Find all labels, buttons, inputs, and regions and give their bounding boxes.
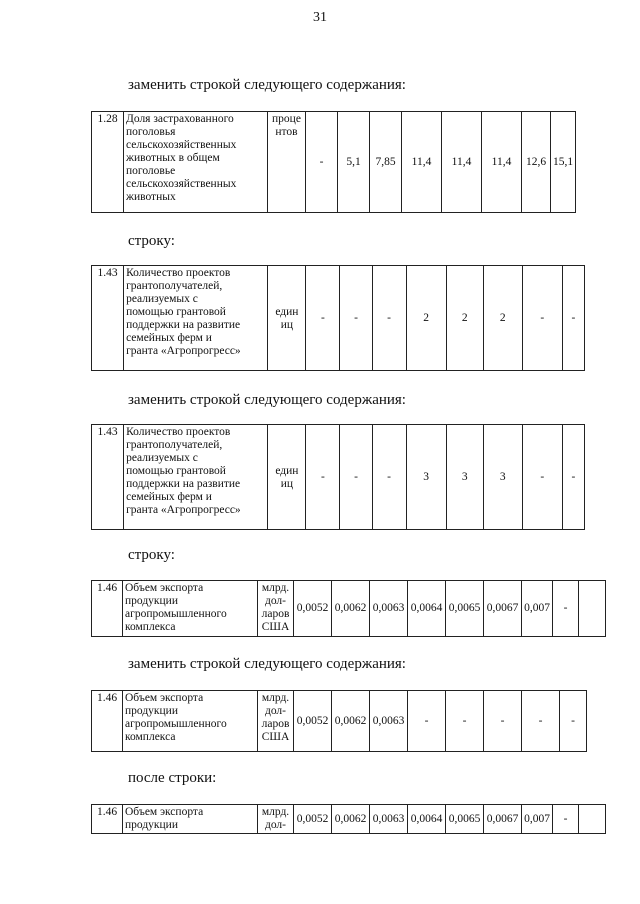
value-cell: 0,0063 [370, 805, 408, 834]
indicator-name-line: реализуемых с [126, 293, 198, 305]
indicator-name [123, 581, 258, 637]
indicator-row-table [91, 804, 606, 834]
value-cell: 11,4 [482, 112, 522, 213]
value-cell: 0,0064 [408, 805, 446, 834]
value-cell: 2 [446, 266, 483, 371]
indicator-name-line: комплекса [125, 621, 176, 633]
indicator-name-line: поддержки на развитие [126, 319, 241, 331]
indicator-name [123, 805, 258, 834]
value-cell: - [340, 425, 372, 530]
indicator-name-line: реализуемых с [126, 452, 198, 464]
indicator-name-line: поголовья [126, 126, 176, 138]
value-cell: - [372, 266, 406, 371]
value-cell: 2 [406, 266, 446, 371]
value-cell: 15,1 [551, 112, 576, 213]
value-cell: 0,0064 [408, 581, 446, 637]
unit-cell [258, 805, 294, 834]
unit-cell [268, 112, 306, 213]
value-cell [579, 805, 606, 834]
value-cell: 0,0065 [446, 805, 484, 834]
row-number: 1.46 [92, 805, 123, 834]
value-cell: - [553, 581, 579, 637]
section-heading: строку: [128, 233, 175, 249]
value-cell: - [306, 266, 340, 371]
indicator-name-line: животных в общем [126, 152, 220, 164]
unit-cell [268, 266, 306, 371]
value-cell: - [484, 691, 522, 752]
value-cell: - [560, 691, 587, 752]
value-cell: 7,85 [370, 112, 402, 213]
unit-line: дол- [264, 705, 287, 717]
indicator-name-line: агропромышленного [125, 608, 227, 620]
indicator-name [124, 112, 268, 213]
indicator-name-line: комплекса [125, 731, 176, 743]
value-cell: 2 [483, 266, 522, 371]
value-cell: - [553, 805, 579, 834]
indicator-row-table [91, 111, 576, 213]
unit-cell [268, 425, 306, 530]
value-cell: - [408, 691, 446, 752]
indicator-name [124, 425, 268, 530]
unit-line: иц [280, 318, 294, 331]
value-cell: - [446, 691, 484, 752]
unit-line: млрд. [261, 806, 290, 818]
unit-line: един [275, 305, 299, 318]
value-cell: 0,0052 [294, 691, 332, 752]
indicator-name-line: помощью грантовой [126, 465, 226, 477]
unit-line: млрд. [261, 692, 290, 704]
unit-cell [258, 691, 294, 752]
value-cell: - [306, 112, 338, 213]
unit-line: ларов [261, 608, 290, 620]
indicator-row-table [91, 265, 585, 371]
value-cell: 0,007 [522, 581, 553, 637]
unit-line: един [275, 464, 299, 477]
value-cell: 11,4 [442, 112, 482, 213]
unit-line: дол- [264, 819, 287, 831]
indicator-name-line: продукции [125, 819, 178, 831]
indicator-name-line: сельскохозяйственных [126, 178, 237, 190]
value-cell: - [522, 425, 562, 530]
unit-line: нтов [275, 126, 298, 138]
unit-line: проце [272, 113, 301, 125]
indicator-name-line: животных [126, 191, 176, 203]
indicator-name-line: гранта «Агропрогресс» [126, 504, 241, 516]
indicator-name-line: Доля застрахованного [126, 113, 234, 125]
indicator-row-table [91, 580, 606, 637]
value-cell: 0,0052 [294, 805, 332, 834]
indicator-name [123, 691, 258, 752]
section-heading: строку: [128, 547, 175, 563]
value-cell: 0,0062 [332, 805, 370, 834]
value-cell: - [372, 425, 406, 530]
unit-line: США [261, 621, 290, 633]
indicator-name-line: агропромышленного [125, 718, 227, 730]
section-heading: заменить строкой следующего содержания: [128, 392, 406, 408]
row-number: 1.46 [92, 581, 123, 637]
indicator-name-line: грантополучателей, [126, 280, 223, 292]
indicator-name-line: продукции [125, 705, 178, 717]
value-cell: - [522, 266, 562, 371]
value-cell: 0,0062 [332, 581, 370, 637]
value-cell [579, 581, 606, 637]
value-cell: - [340, 266, 372, 371]
indicator-name-line: помощью грантовой [126, 306, 226, 318]
unit-cell [258, 581, 294, 637]
value-cell: 0,007 [522, 805, 553, 834]
indicator-name-line: Объем экспорта [125, 582, 204, 594]
value-cell: 0,0063 [370, 691, 408, 752]
indicator-row-table [91, 690, 587, 752]
indicator-name-line: Количество проектов [126, 267, 231, 279]
row-number: 1.43 [92, 425, 124, 530]
indicator-name-line: Количество проектов [126, 426, 231, 438]
indicator-name-line: Объем экспорта [125, 692, 204, 704]
value-cell: 3 [446, 425, 483, 530]
value-cell: 3 [406, 425, 446, 530]
value-cell: 11,4 [402, 112, 442, 213]
value-cell: 0,0052 [294, 581, 332, 637]
unit-line: иц [280, 477, 294, 490]
indicator-name-line: семейных ферм и [126, 491, 212, 503]
page-number: 31 [313, 10, 327, 25]
unit-line: дол- [264, 595, 287, 607]
value-cell: 5,1 [338, 112, 370, 213]
value-cell: 0,0067 [484, 581, 522, 637]
value-cell: 3 [483, 425, 522, 530]
indicator-name-line: грантополучателей, [126, 439, 223, 451]
value-cell: - [562, 425, 584, 530]
value-cell: - [562, 266, 584, 371]
indicator-name-line: Объем экспорта [125, 806, 204, 818]
value-cell: - [522, 691, 560, 752]
unit-line: ларов [261, 718, 290, 730]
value-cell: 0,0063 [370, 581, 408, 637]
indicator-row-table [91, 424, 585, 530]
value-cell: 0,0062 [332, 691, 370, 752]
value-cell: 12,6 [522, 112, 551, 213]
section-heading: заменить строкой следующего содержания: [128, 656, 406, 672]
row-number: 1.28 [92, 112, 124, 213]
value-cell: 0,0065 [446, 581, 484, 637]
unit-line: млрд. [261, 582, 290, 594]
indicator-name-line: семейных ферм и [126, 332, 212, 344]
indicator-name-line: продукции [125, 595, 178, 607]
indicator-name-line: гранта «Агропрогресс» [126, 345, 241, 357]
section-heading: заменить строкой следующего содержания: [128, 77, 406, 93]
indicator-name-line: сельскохозяйственных [126, 139, 237, 151]
value-cell: 0,0067 [484, 805, 522, 834]
row-number: 1.46 [92, 691, 123, 752]
unit-line: США [261, 731, 290, 743]
indicator-name [124, 266, 268, 371]
section-heading: после строки: [128, 770, 217, 786]
indicator-name-line: поголовье [126, 165, 176, 177]
indicator-name-line: поддержки на развитие [126, 478, 241, 490]
row-number: 1.43 [92, 266, 124, 371]
value-cell: - [306, 425, 340, 530]
